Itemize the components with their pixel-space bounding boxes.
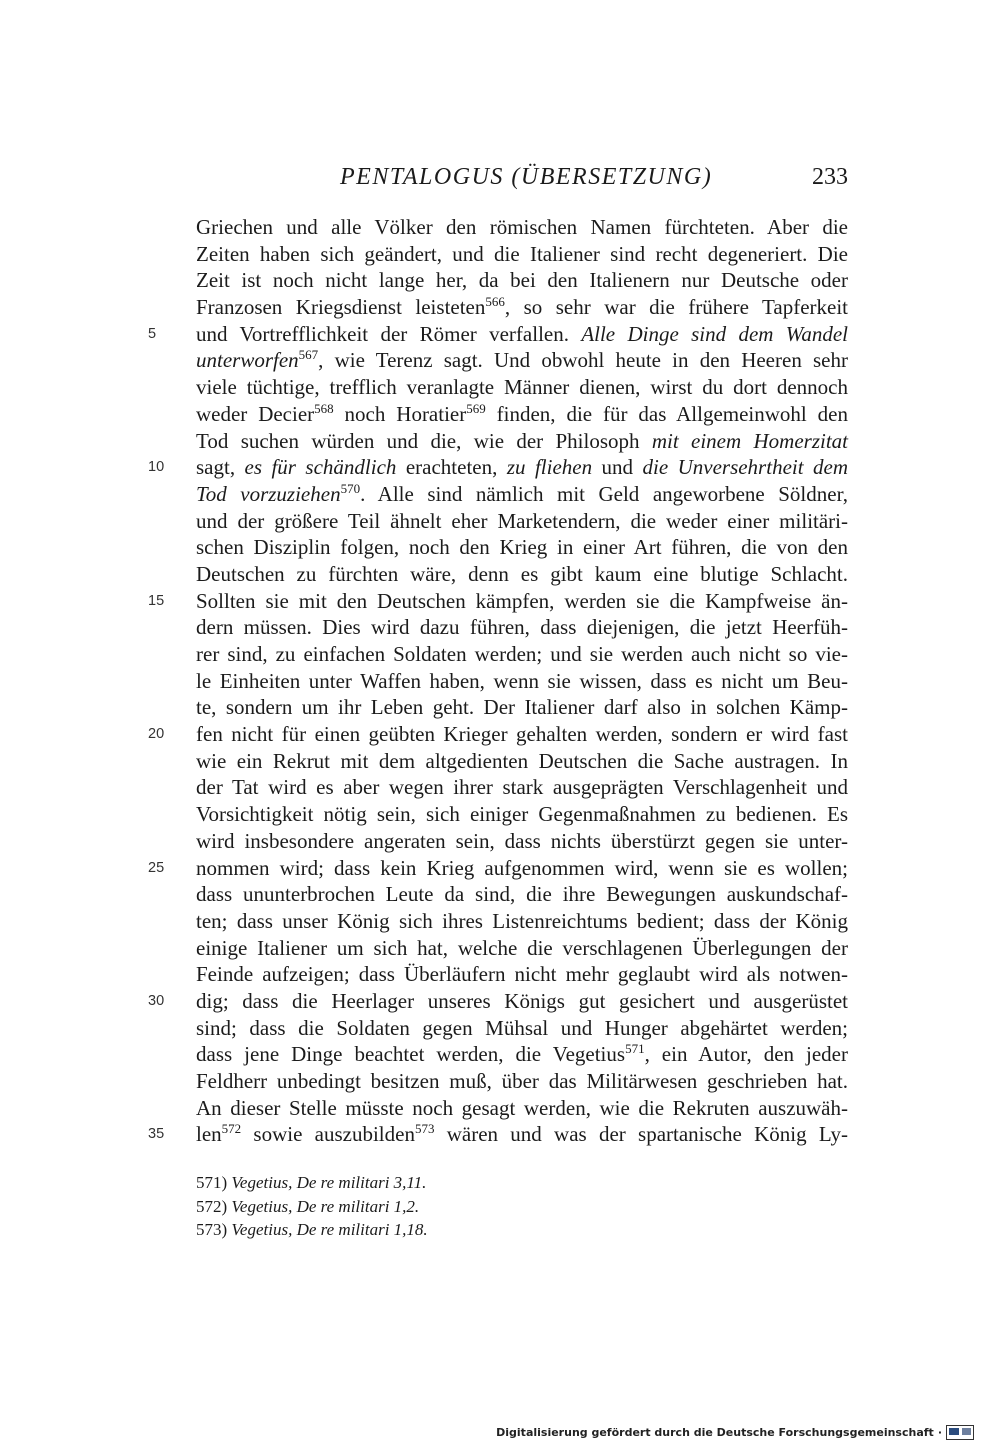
italic-text: unterworfen [196,348,299,373]
text-segment: An dieser Stelle müsste noch gesagt werden, wie die Rekruten auszuwäh- [196,1095,848,1120]
italic-text: zu fliehen [506,455,593,480]
text-line [148,321,848,348]
text-segment: sowie auszubilden [241,1122,415,1147]
footnote-reference: Vegetius, De re militari 1,18. [231,1220,428,1239]
italic-text: die Unversehrtheit dem [642,455,848,480]
text-line [148,454,848,481]
running-title: PENTALOGUS (ÜBERSETZUNG) [340,164,713,190]
text-line [196,428,848,455]
text-line [196,1041,848,1068]
footnote [196,1171,848,1195]
footnote [196,1195,848,1219]
text-segment: , so sehr war die frühere Tapferkeit [504,295,849,320]
text-line [196,267,848,294]
text-segment: Feinde aufzeigen; dass Überläufern nicht mehr geglaubt wird als notwen- [196,962,848,987]
text-segment: len [196,1122,222,1147]
text-line [196,561,848,588]
text-line [196,961,848,988]
text-segment: Vorsichtigkeit nötig sein, sich einiger Gegenmaßnahmen zu bedienen. Es [196,802,848,827]
text-segment: dass ununterbrochen Leute da sind, die ihre Bewegungen auskundschaf- [196,882,848,907]
text-segment: Tod suchen würden und die, wie der Philosoph [196,428,652,453]
text-line [196,374,848,401]
text-segment: weder Decier [196,401,315,426]
text-segment: Franzosen Kriegsdienst leisteten [196,295,486,320]
text-line [196,881,848,908]
page-number: 233 [812,164,848,190]
text-segment: wird insbesondere angeraten sein, dass nichts überstürzt gegen sie unter- [196,828,848,853]
footnote [196,1218,848,1242]
text-segment: und Vortrefflichkeit der Römer verfallen. [196,321,582,346]
text-line [196,1068,848,1095]
footnote-marker[interactable]: 566 [485,294,505,310]
footnote-marker[interactable]: 571 [625,1041,645,1057]
line-number: 20 [148,726,165,743]
text-segment: nommen wird; dass kein Krieg aufgenommen wird, wenn sie es wollen; [196,855,848,880]
footnote-marker[interactable]: 568 [314,400,334,416]
text-line [196,241,848,268]
text-segment: erachteten, [396,455,507,480]
text-line [196,694,848,721]
text-line [148,1121,848,1148]
text-segment: ten; dass unser König sich ihres Listenreichtums bedient; dass der König [196,908,848,933]
text-segment: Zeiten haben sich geändert, und die Italiener sind recht degeneriert. Die [196,241,848,266]
digitization-credit [496,1425,974,1440]
text-line [196,347,848,374]
footnote-number: 572) [196,1196,228,1216]
text-line [148,588,848,615]
dfg-logo-icon [946,1425,974,1440]
italic-text: Alle Dinge sind dem Wandel [581,321,848,346]
text-line [196,614,848,641]
text-line [196,774,848,801]
text-line [196,1015,848,1042]
text-segment: , ein Autor, den jeder [644,1042,848,1067]
text-line [196,935,848,962]
text-segment: dass jene Dinge beachtet werden, die Vegetius [196,1042,626,1067]
main-text [148,214,849,1148]
text-line [196,508,848,535]
running-head [196,164,848,194]
footnote-marker[interactable]: 573 [414,1121,435,1137]
text-line [196,908,848,935]
footnote-marker[interactable]: 572 [221,1121,242,1137]
footnote-number: 573) [196,1220,228,1239]
text-segment: Deutschen zu fürchten wäre, denn es gibt kaum eine blutige Schlacht. [196,561,848,586]
text-segment: Zeit ist noch nicht lange her, da bei den Italienern nur Deutsche oder [196,268,848,293]
line-number: 15 [148,592,165,609]
text-segment: dig; dass die Heerlager unseres Königs gut gesichert und ausgerüstet [196,988,848,1013]
text-segment: der Tat wird es aber wegen ihrer stark ausgeprägten Verschlagenheit und [196,775,848,800]
text-segment: Sollten sie mit den Deutschen kämpfen, werden sie die Kampfweise än- [196,588,848,613]
text-line [196,641,848,668]
italic-text: mit einem Homerzitat [651,428,848,453]
text-line [196,801,848,828]
text-segment: , wie Terenz sagt. Und obwohl heute in den Heeren sehr [318,348,848,373]
text-line [148,988,848,1015]
footnote-marker[interactable]: 570 [340,480,361,496]
text-segment: noch Horatier [333,401,467,426]
text-line [196,1095,848,1122]
text-segment: dern müssen. Dies wird dazu führen, dass diejenigen, die jetzt Heerfüh- [196,615,848,640]
text-segment: Feldherr unbedingt besitzen muß, über das Militärwesen geschrieben hat. [196,1069,848,1093]
text-line [148,855,848,882]
text-segment: wie ein Rekrut mit dem altgedienten Deutschen die Sache austragen. In [196,748,848,773]
text-segment: und [592,455,643,480]
footnote-reference: Vegetius, De re militari 1,2. [231,1196,420,1216]
footnote-marker[interactable]: 569 [466,400,486,416]
text-segment: und der größere Teil ähnelt eher Marketendern, die weder einer militäri- [196,508,848,533]
text-segment: te, sondern um ihr Leben geht. Der Italiener darf also in solchen Kämp- [196,695,848,720]
credit-text: Digitalisierung gefördert durch die Deutsche Forschungsgemeinschaft [496,1426,934,1439]
text-segment: rer sind, zu einfachen Soldaten werden; und sie werden auch nicht so vie- [196,642,848,666]
line-number: 25 [148,859,165,876]
text-line [196,401,848,428]
line-number: 35 [148,1126,165,1143]
text-line [148,721,848,748]
text-line [196,214,848,241]
text-segment: fen nicht für einen geübten Krieger gehalten werden, sondern er wird fast [196,722,848,747]
text-segment: finden, die für das Allgemeinwohl den [485,401,848,426]
footnote-reference: Vegetius, De re militari 3,11. [231,1173,427,1192]
text-line [196,534,848,561]
text-segment: schen Disziplin folgen, noch den Krieg in einer Art führen, die von den [196,535,848,560]
credit-separator: · [937,1426,942,1439]
italic-text: Tod vorzuziehen [196,481,341,506]
footnote-marker[interactable]: 567 [298,347,319,363]
text-segment: wären und was der spartanische König Ly- [434,1122,848,1147]
line-number: 10 [148,459,165,476]
line-number: 30 [148,992,165,1009]
text-segment: viele tüchtige, trefflich veranlagte Männer dienen, wirst du dort dennoch [196,375,848,400]
text-segment: Griechen und alle Völker den römischen Namen fürchteten. Aber die [196,215,848,239]
text-segment: le Einheiten unter Waffen haben, wenn sie wissen, dass es nicht um Beu- [196,668,848,693]
text-segment: . Alle sind nämlich mit Geld angeworbene Söldner, [360,481,848,506]
text-line [196,748,848,775]
text-line [196,294,848,321]
italic-text: es für schändlich [244,455,397,480]
text-segment: einige Italiener um sich hat, welche die verschlagenen Überlegungen der [196,935,848,960]
text-line [196,481,848,508]
line-number: 5 [148,325,157,342]
footnotes [196,1171,848,1242]
text-line [196,828,848,855]
text-segment: sind; dass die Soldaten gegen Mühsal und Hunger abgehärtet werden; [196,1015,848,1040]
text-line [196,668,848,695]
text-segment: sagt, [196,455,245,480]
footnote-number: 571) [196,1173,228,1192]
